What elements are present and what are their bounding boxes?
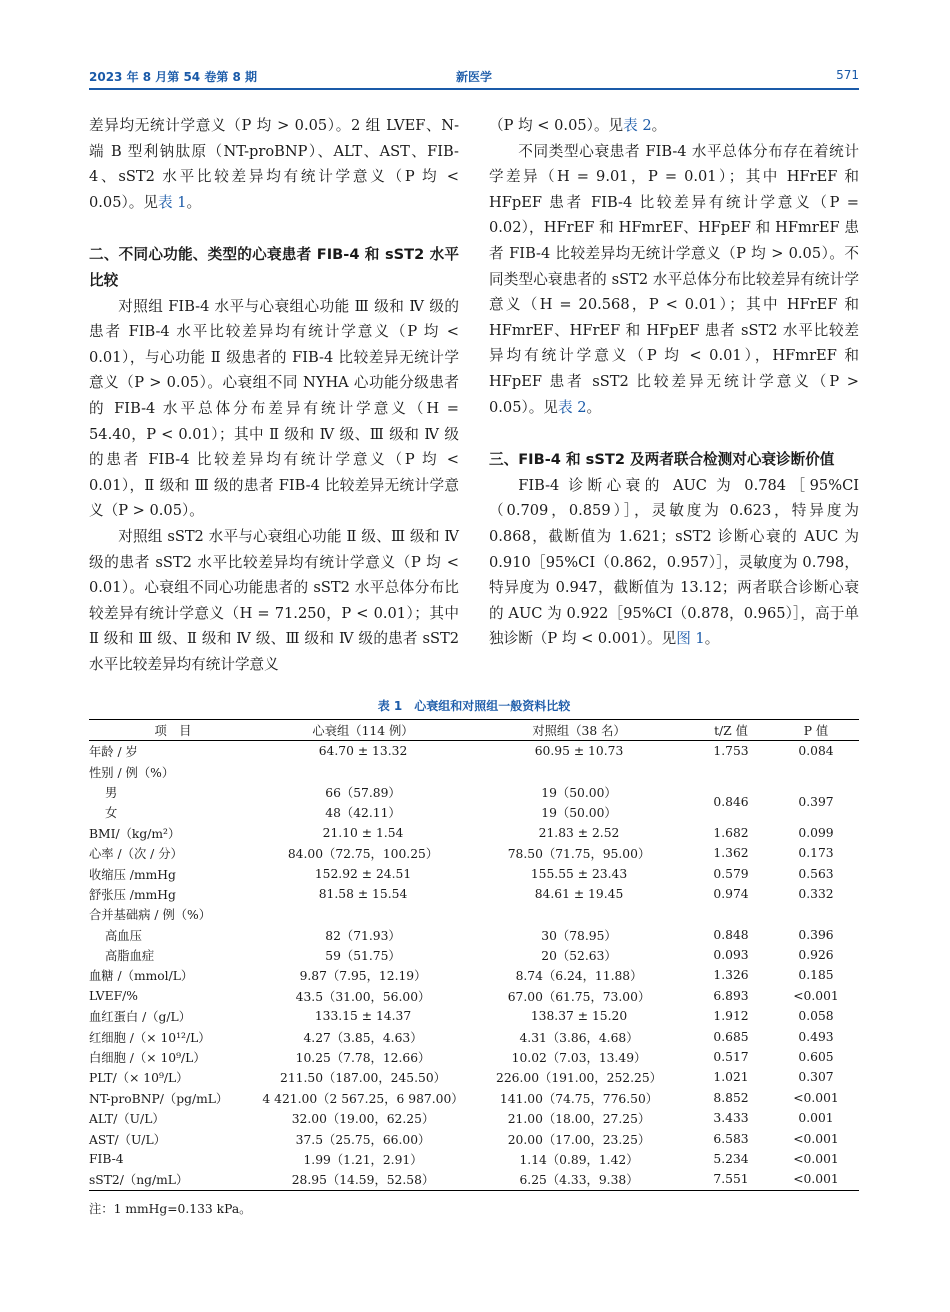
column-header: 项 目 <box>89 720 257 741</box>
table-row <box>89 741 859 762</box>
cell: 4.27（3.85，4.63） <box>303 1030 423 1045</box>
cell: <0.001 <box>793 1090 839 1105</box>
table-1-title: 表 1 心衰组和对照组一般资料比较 <box>377 699 571 713</box>
cell: 78.50（71.75，95.00） <box>507 847 651 862</box>
row-label: 白细胞 /（× 10⁹/L） <box>89 1051 206 1066</box>
table-1-ref-link[interactable]: 表 1 <box>157 193 187 211</box>
cell: 1.326 <box>713 968 749 983</box>
cell: 48（42.11） <box>325 806 401 821</box>
right-column <box>489 113 859 652</box>
table-row <box>89 884 859 904</box>
cell: 64.70 ± 13.32 <box>318 744 408 759</box>
paragraph: 差异均无统计学意义（P 均 > 0.05）。2 组 LVEF、N- 端 B 型利钠肽原（NT-proBNP）、ALT、AST、FIB-4、sST2 水平比较差异均有统计学意义（P 均 < 0.05）。见表 1。 <box>89 117 459 211</box>
column-header: t/Z 值 <box>689 720 773 741</box>
cell: 3.433 <box>713 1111 749 1126</box>
cell: 20.00（17.00，23.25） <box>507 1132 651 1147</box>
cell: 0.563 <box>798 866 834 881</box>
cell: 59（51.75） <box>325 949 401 964</box>
row-label: NT-proBNP/（pg/mL） <box>89 1091 229 1106</box>
figure-1-ref-link[interactable]: 图 1 <box>676 630 705 648</box>
cell: 6.893 <box>713 988 749 1003</box>
cell: 133.15 ± 14.37 <box>314 1009 412 1024</box>
row-label: 舒张压 /mmHg <box>89 887 176 902</box>
cell: 6.583 <box>713 1131 749 1146</box>
table-row <box>89 843 859 863</box>
cell: <0.001 <box>773 1169 859 1190</box>
cell: 8.852 <box>713 1090 749 1105</box>
cell: 0.974 <box>713 886 749 901</box>
table-header-row <box>89 720 859 741</box>
cell: 0.084 <box>798 744 834 759</box>
paragraph: （P 均 < 0.05）。见表 2。 <box>489 117 667 134</box>
cell: 43.5（31.00，56.00） <box>295 989 431 1004</box>
table-row <box>89 1047 859 1067</box>
cell: 0.685 <box>713 1029 749 1044</box>
row-label: 红细胞 /（× 10¹²/L） <box>89 1030 211 1045</box>
row-label: 女 <box>105 806 118 821</box>
row-label: 合并基础病 / 例（%） <box>89 908 212 923</box>
table-row <box>89 1169 859 1190</box>
table-row <box>89 986 859 1006</box>
table-row <box>89 823 859 843</box>
cell: 0.185 <box>798 968 834 983</box>
cell: 84.00（72.75，100.25） <box>287 847 439 862</box>
cell: 84.61 ± 19.45 <box>534 886 624 901</box>
cell: 0.093 <box>713 948 749 963</box>
row-label: BMI/（kg/m²） <box>89 826 181 841</box>
cell: 0.493 <box>798 1029 834 1044</box>
cell: 9.87（7.95，12.19） <box>299 969 427 984</box>
section-heading-3: 三、FIB-4 和 sST2 及两者联合检测对心衰诊断价值 <box>489 451 835 469</box>
column-header: 心衰组（114 例） <box>257 720 469 741</box>
cell: 1.14（0.89，1.42） <box>519 1153 639 1167</box>
row-label: sST2/（ng/mL） <box>89 1169 257 1190</box>
cell: 0.848 <box>713 927 749 942</box>
row-label: PLT/（× 10⁹/L） <box>89 1071 189 1086</box>
table-note: 注：1 mmHg=0.133 kPa。 <box>89 1202 252 1216</box>
cell: 20（52.63） <box>541 949 617 964</box>
cell: 138.37 ± 15.20 <box>530 1009 628 1024</box>
table-row <box>89 1108 859 1128</box>
table-row <box>89 1128 859 1148</box>
cell: 152.92 ± 24.51 <box>314 866 412 881</box>
row-label: 血红蛋白 /（g/L） <box>89 1010 192 1025</box>
cell: 21.00（18.00，27.25） <box>507 1112 651 1127</box>
cell: 8.74（6.24，11.88） <box>515 969 643 984</box>
cell: 82（71.93） <box>325 928 401 943</box>
cell: 19（50.00） <box>541 806 617 821</box>
journal-title: 新医学 <box>455 70 492 84</box>
row-label: 血糖 /（mmol/L） <box>89 969 194 984</box>
cell: 30（78.95） <box>541 928 617 943</box>
cell: 37.5（25.75，66.00） <box>295 1132 431 1147</box>
cell: 7.551 <box>689 1169 773 1190</box>
paragraph: 对照组 sST2 水平与心衰组心功能 Ⅱ 级、Ⅲ 级和 Ⅳ 级的患者 sST2 水平比较差异均有统计学意义（P 均 < 0.01）。心衰组不同心功能患者的 sST2 水平总体分布比较差异有统计学意义（H = 71.250，P < 0.01）；其中 Ⅱ 级和 Ⅲ 级、Ⅱ 级和 Ⅳ 级、Ⅲ 级和 Ⅳ 级的患者 sST2 水平比较差异均有统计学意义 <box>89 527 459 673</box>
cell: 19（50.00） <box>541 785 617 800</box>
paragraph: 不同类型心衰患者 FIB-4 水平总体分布存在着统计学差异（H = 9.01，P = 0.01）；其中 HFrEF 和 HFpEF 患者 FIB-4 比较差异有统计学意义（P = 0.02），HFrEF 和 HFmrEF、HFpEF 和 HFmrEF 患者 FIB-4 比较差异均无统计学意义（P 均 > 0.05）。不同类型心衰患者的 sST2 水平总体分布比较差异有统计学意义（H = 20.568，P < 0.01）；其中 HFrEF 和 HFmrEF、HFrEF 和 HFpEF 患者 sST2 水平比较差异均有统计学意义（P 均 < 0.01），HFmrEF 和 HFpEF 患者 sST2 比较差异无统计学意义（P > 0.05）。见表 2。 <box>489 142 859 416</box>
column-header: P 值 <box>773 720 859 741</box>
cell: 1.362 <box>713 846 749 861</box>
table-row <box>89 761 859 781</box>
table-1 <box>89 719 859 1191</box>
cell: <0.001 <box>793 1131 839 1146</box>
cell: 66（57.89） <box>325 785 401 800</box>
row-label: 年龄 / 岁 <box>89 745 138 760</box>
cell: 1.99（1.21，2.91） <box>303 1153 423 1167</box>
cell: 10.25（7.78，12.66） <box>295 1051 431 1066</box>
cell: <0.001 <box>793 988 839 1003</box>
cell: 28.95（14.59，52.58） <box>257 1169 469 1190</box>
cell: 141.00（74.75，776.50） <box>499 1091 659 1106</box>
left-column <box>89 113 459 677</box>
cell: 1.753 <box>713 744 749 759</box>
journal-header <box>89 66 859 90</box>
cell: 0.926 <box>798 948 834 963</box>
cell: 4 421.00（2 567.25，6 987.00） <box>262 1091 464 1106</box>
table-row <box>89 1006 859 1026</box>
cell: 0.099 <box>798 825 834 840</box>
cell: 0.605 <box>798 1050 834 1065</box>
cell: 6.25（4.33，9.38） <box>469 1169 689 1190</box>
cell: 1.682 <box>713 825 749 840</box>
cell: 0.517 <box>713 1050 749 1065</box>
cell: 0.058 <box>798 1009 834 1024</box>
table-row <box>89 925 859 945</box>
table-row <box>89 782 859 802</box>
cell: 60.95 ± 10.73 <box>534 744 624 759</box>
paragraph: FIB-4 诊断心衰的 AUC 为 0.784［95%CI（0.709，0.859）］，灵敏度为 0.623，特异度为 0.868，截断值为 1.621；sST2 诊断心衰的 AUC 为 0.910［95%CI（0.862，0.957）］，灵敏度为 0.798，特异度为 0.947，截断值为 13.12；两者联合诊断心衰的 AUC 为 0.922［95%CI（0.878，0.965）］，高于单独诊断（P 均 < 0.001）。见图 1。 <box>489 476 859 648</box>
table-row <box>89 945 859 965</box>
row-label: 收缩压 /mmHg <box>89 867 176 882</box>
table-row <box>89 904 859 924</box>
row-label: LVEF/% <box>89 988 138 1003</box>
row-label: 高脂血症 <box>105 949 155 964</box>
cell: 0.846 <box>713 795 749 810</box>
row-label: AST/（U/L） <box>89 1132 166 1147</box>
row-label: 男 <box>105 785 118 800</box>
page-number: 571 <box>836 68 859 82</box>
cell: 5.234 <box>713 1152 749 1166</box>
cell: 1.021 <box>713 1070 749 1085</box>
row-label: FIB-4 <box>89 1152 124 1166</box>
section-heading-2: 二、不同心功能、类型的心衰患者 FIB-4 和 sST2 水平比较 <box>89 246 459 289</box>
cell: 81.58 ± 15.54 <box>318 886 408 901</box>
row-label: 高血压 <box>105 928 142 943</box>
column-header: 对照组（38 名） <box>469 720 689 741</box>
cell: 0.397 <box>798 795 834 810</box>
table-row <box>89 1026 859 1046</box>
cell: 0.173 <box>798 846 834 861</box>
cell: <0.001 <box>793 1152 839 1166</box>
cell: 0.307 <box>798 1070 834 1085</box>
cell: 0.001 <box>798 1111 834 1126</box>
row-label: ALT/（U/L） <box>89 1112 165 1127</box>
table-row <box>89 1149 859 1169</box>
cell: 226.00（191.00，252.25） <box>496 1071 662 1086</box>
table-2-ref-link[interactable]: 表 2 <box>623 117 652 134</box>
cell: 67.00（61.75，73.00） <box>507 989 651 1004</box>
cell: 1.912 <box>713 1009 749 1024</box>
row-label: 心率 /（次 / 分） <box>89 847 183 862</box>
table-row <box>89 1088 859 1108</box>
cell: 32.00（19.00，62.25） <box>291 1112 435 1127</box>
row-label: 性别 / 例（%） <box>89 765 175 780</box>
cell: 21.10 ± 1.54 <box>322 825 404 840</box>
table-row <box>89 1067 859 1087</box>
table-2-ref-link[interactable]: 表 2 <box>557 398 587 416</box>
cell: 155.55 ± 23.43 <box>530 866 628 881</box>
table-row <box>89 965 859 985</box>
cell: 211.50（187.00，245.50） <box>280 1071 446 1086</box>
cell: 0.579 <box>713 866 749 881</box>
cell: 10.02（7.03，13.49） <box>511 1051 647 1066</box>
cell: 4.31（3.86，4.68） <box>519 1030 639 1045</box>
paragraph: 对照组 FIB-4 水平与心衰组心功能 Ⅲ 级和 Ⅳ 级的患者 FIB-4 水平比较差异均有统计学意义（P 均 < 0.01），与心功能 Ⅱ 级患者的 FIB-4 比较差异无统计学意义（P > 0.05）。心衰组不同 NYHA 心功能分级患者的 FIB-4 水平总体分布差异有统计学意义（H = 54.40，P < 0.01）；其中 Ⅱ 级和 Ⅳ 级、Ⅲ 级和 Ⅳ 级的患者 FIB-4 比较差异均有统计学意义（P 均 < 0.01），Ⅱ 级和 Ⅲ 级的患者 FIB-4 比较差异无统计学意义（P > 0.05）。 <box>89 297 459 520</box>
cell: 21.83 ± 2.52 <box>538 825 620 840</box>
cell: 0.396 <box>798 927 834 942</box>
cell: 0.332 <box>798 886 834 901</box>
table-row <box>89 863 859 883</box>
journal-issue: 2023 年 8 月第 54 卷第 8 期 <box>89 70 258 84</box>
